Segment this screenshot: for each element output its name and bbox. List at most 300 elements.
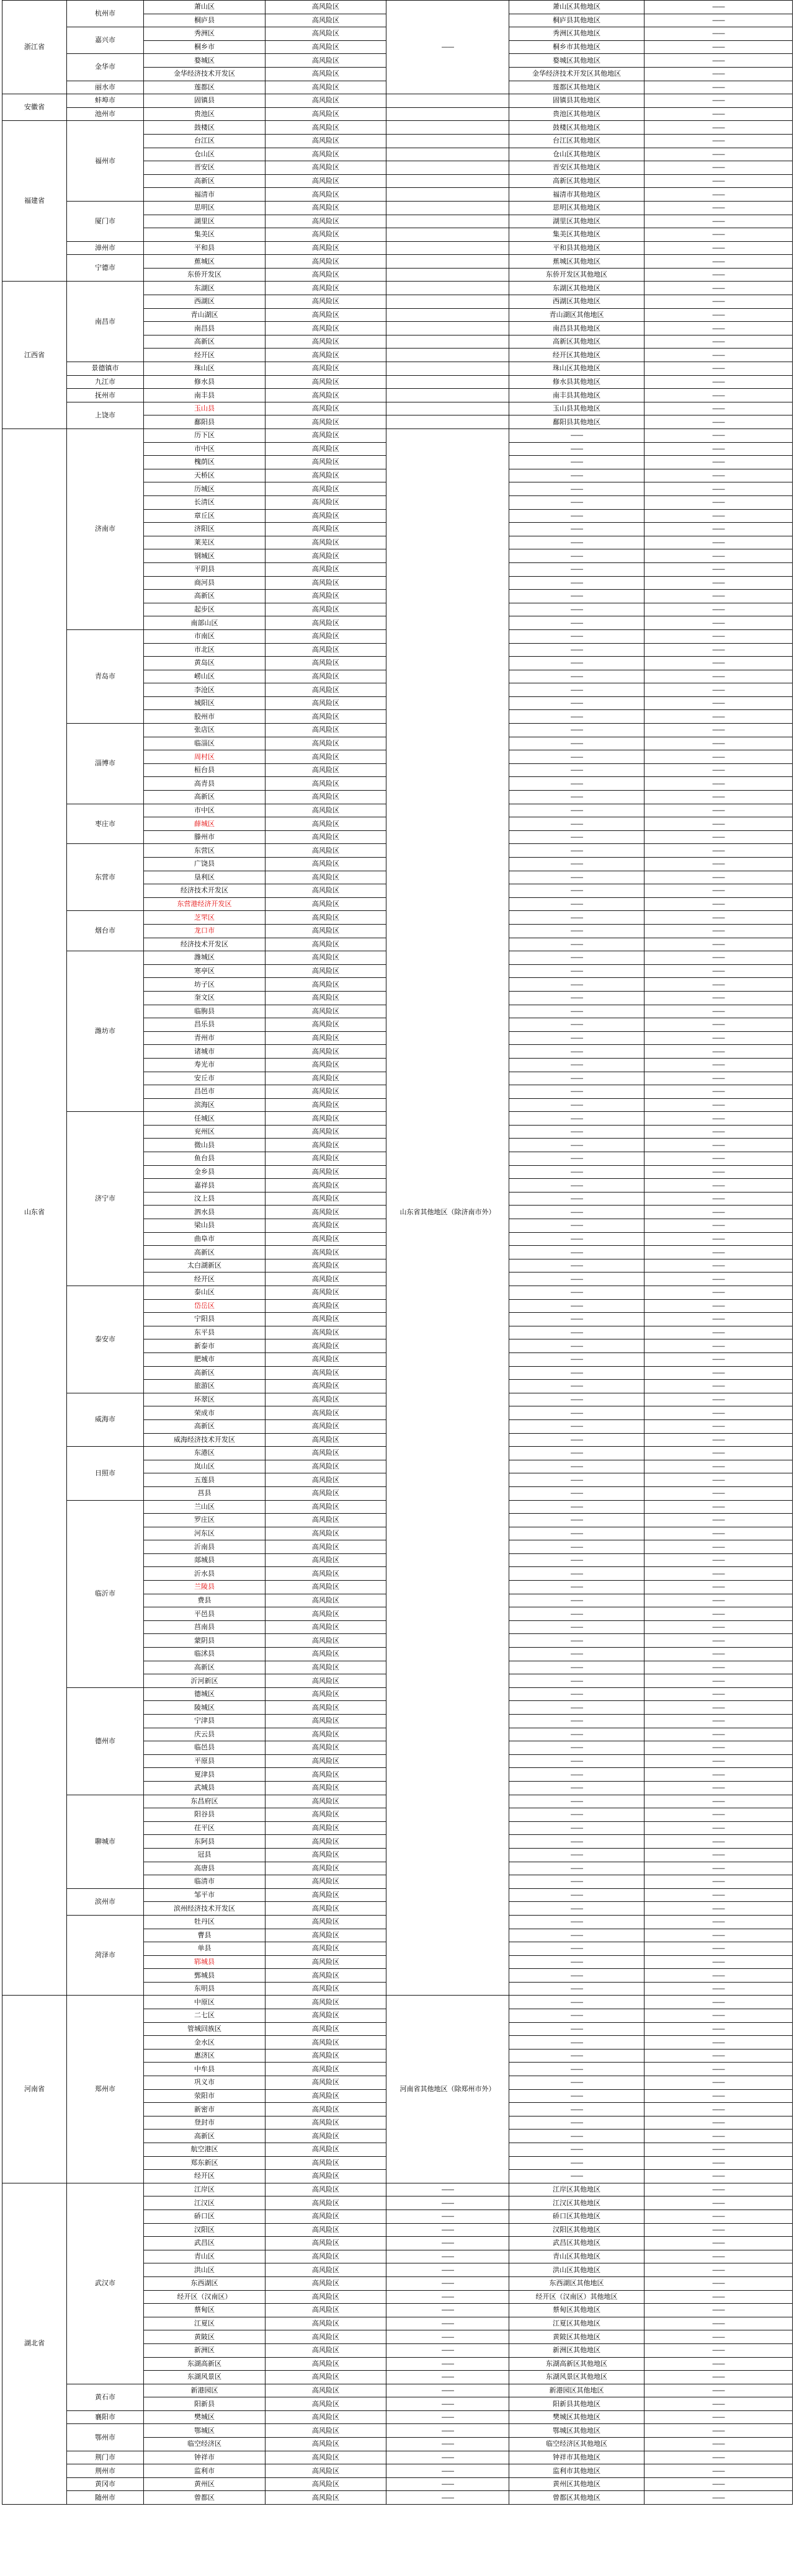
risk-level-cell: 高风险区 (265, 1514, 386, 1527)
district-other-cell: —— (509, 1540, 645, 1554)
district-other-cell: —— (509, 777, 645, 791)
district-other-cell: —— (509, 683, 645, 697)
district-cell: 桓台县 (144, 763, 265, 777)
note-cell: —— (645, 255, 793, 269)
note-cell: —— (645, 1674, 793, 1688)
district-other-cell: —— (509, 1206, 645, 1219)
risk-level-cell: 高风险区 (265, 2263, 386, 2277)
district-other-cell: —— (509, 442, 645, 456)
note-cell: —— (645, 1715, 793, 1728)
district-other-cell: —— (509, 1447, 645, 1460)
note-cell: —— (645, 1058, 793, 1072)
district-cell: 荥阳市 (144, 2089, 265, 2103)
district-other-cell: —— (509, 523, 645, 536)
district-other-cell: —— (509, 2170, 645, 2183)
district-cell: 梁山县 (144, 1219, 265, 1233)
risk-level-cell: 高风险区 (265, 2371, 386, 2384)
risk-level-cell: 高风险区 (265, 107, 386, 121)
risk-level-cell: 高风险区 (265, 174, 386, 188)
risk-level-cell: 高风险区 (265, 1969, 386, 1983)
district-other-cell: 经开区（汉南区）其他地区 (509, 2290, 645, 2304)
province-other-cell (386, 322, 509, 335)
note-cell: —— (645, 1594, 793, 1607)
note-cell: —— (645, 121, 793, 135)
risk-level-cell: 高风险区 (265, 1915, 386, 1929)
risk-level-cell: 高风险区 (265, 536, 386, 549)
district-cell: 桐乡市 (144, 40, 265, 54)
district-cell: 嘉祥县 (144, 1179, 265, 1193)
risk-level-cell: 高风险区 (265, 750, 386, 764)
district-cell: 庆云县 (144, 1728, 265, 1741)
note-cell: —— (645, 375, 793, 389)
note-cell: —— (645, 1473, 793, 1487)
risk-level-cell: 高风险区 (265, 456, 386, 469)
risk-level-cell: 高风险区 (265, 375, 386, 389)
note-cell: —— (645, 2223, 793, 2237)
risk-level-cell: 高风险区 (265, 1955, 386, 1969)
district-other-cell: —— (509, 2116, 645, 2130)
district-cell: 高新区 (144, 1246, 265, 1259)
risk-level-cell: 高风险区 (265, 1058, 386, 1072)
note-cell: —— (645, 148, 793, 161)
province-other-cell: —— (386, 2263, 509, 2277)
note-cell: —— (645, 188, 793, 202)
district-cell: 莲都区 (144, 81, 265, 94)
district-cell: 郯城县 (144, 1553, 265, 1567)
risk-level-cell: 高风险区 (265, 1862, 386, 1875)
risk-level-cell: 高风险区 (265, 2130, 386, 2143)
district-other-cell: —— (509, 710, 645, 724)
note-cell: —— (645, 174, 793, 188)
risk-level-cell: 高风险区 (265, 616, 386, 630)
risk-level-cell: 高风险区 (265, 67, 386, 81)
district-cell: 芝罘区 (144, 911, 265, 925)
district-cell: 思明区 (144, 201, 265, 215)
note-cell: —— (645, 683, 793, 697)
district-other-cell: —— (509, 1996, 645, 2009)
district-other-cell: —— (509, 1795, 645, 1808)
risk-level-cell: 高风险区 (265, 991, 386, 1005)
note-cell: —— (645, 871, 793, 884)
district-cell: 宁阳县 (144, 1313, 265, 1326)
district-other-cell: 平和县其他地区 (509, 241, 645, 255)
district-other-cell: —— (509, 737, 645, 750)
district-cell: 薛城区 (144, 817, 265, 831)
district-cell: 章丘区 (144, 509, 265, 523)
risk-level-cell: 高风险区 (265, 1848, 386, 1862)
city-cell: 丽水市 (67, 81, 144, 94)
district-cell: 武城县 (144, 1781, 265, 1795)
district-other-cell: —— (509, 1339, 645, 1353)
district-other-cell: —— (509, 1460, 645, 1473)
risk-level-cell: 高风险区 (265, 1888, 386, 1902)
district-other-cell: —— (509, 1179, 645, 1193)
district-other-cell: —— (509, 482, 645, 496)
risk-level-cell: 高风险区 (265, 2317, 386, 2330)
risk-level-cell: 高风险区 (265, 1795, 386, 1808)
district-other-cell: 桐庐县其他地区 (509, 14, 645, 27)
district-cell: 秀洲区 (144, 27, 265, 41)
note-cell: —— (645, 670, 793, 683)
risk-level-cell: 高风险区 (265, 228, 386, 242)
district-cell: 昌邑市 (144, 1085, 265, 1099)
district-cell: 临邑县 (144, 1741, 265, 1755)
note-cell: —— (645, 576, 793, 590)
province-other-cell: —— (386, 2397, 509, 2411)
note-cell: —— (645, 1085, 793, 1099)
district-cell: 岚山区 (144, 1460, 265, 1473)
note-cell: —— (645, 1165, 793, 1179)
district-cell: 东侨开发区 (144, 268, 265, 282)
district-cell: 巩义市 (144, 2076, 265, 2090)
table-row (2, 241, 793, 255)
district-cell: 江汉区 (144, 2196, 265, 2210)
district-cell: 新泰市 (144, 1339, 265, 1353)
note-cell: —— (645, 2036, 793, 2050)
table-row (2, 402, 793, 415)
district-other-cell: —— (509, 429, 645, 443)
risk-level-cell: 高风险区 (265, 1352, 386, 1366)
district-cell: 台江区 (144, 134, 265, 148)
district-cell: 兰山区 (144, 1500, 265, 1514)
province-other-cell (386, 228, 509, 242)
district-cell: 钟祥市 (144, 2451, 265, 2464)
district-cell: 兖州区 (144, 1125, 265, 1139)
district-other-cell: 鼓楼区其他地区 (509, 121, 645, 135)
risk-level-cell: 高风险区 (265, 1313, 386, 1326)
note-cell: —— (645, 2263, 793, 2277)
risk-level-cell: 高风险区 (265, 590, 386, 603)
note-cell: —— (645, 2076, 793, 2090)
district-cell: 高新区 (144, 590, 265, 603)
district-cell: 邹平市 (144, 1888, 265, 1902)
district-cell: 东营港经济开发区 (144, 897, 265, 911)
note-cell: —— (645, 1875, 793, 1889)
district-other-cell: —— (509, 938, 645, 951)
province-other-cell (386, 308, 509, 322)
table-row (2, 121, 793, 135)
district-other-cell: —— (509, 911, 645, 925)
district-other-cell: —— (509, 1473, 645, 1487)
risk-level-cell: 高风险区 (265, 791, 386, 804)
note-cell: —— (645, 1139, 793, 1152)
city-cell: 武汉市 (67, 2183, 144, 2384)
risk-level-cell: 高风险区 (265, 1139, 386, 1152)
note-cell: —— (645, 1098, 793, 1112)
district-cell: 槐荫区 (144, 456, 265, 469)
province-other-cell: —— (386, 2491, 509, 2505)
note-cell: —— (645, 1567, 793, 1581)
district-other-cell: 仓山区其他地区 (509, 148, 645, 161)
note-cell: —— (645, 67, 793, 81)
risk-level-cell: 高风险区 (265, 2049, 386, 2063)
risk-level-cell: 高风险区 (265, 349, 386, 362)
district-other-cell: 台江区其他地区 (509, 134, 645, 148)
risk-level-cell: 高风险区 (265, 1581, 386, 1594)
district-other-cell: —— (509, 1380, 645, 1393)
risk-level-cell: 高风险区 (265, 121, 386, 135)
province-other-cell (386, 349, 509, 362)
district-cell: 市中区 (144, 804, 265, 817)
note-cell: —— (645, 978, 793, 992)
district-cell: 鄄城县 (144, 1969, 265, 1983)
risk-level-cell: 高风险区 (265, 924, 386, 938)
note-cell: —— (645, 2371, 793, 2384)
note-cell: —— (645, 2237, 793, 2250)
district-cell: 沂河新区 (144, 1674, 265, 1688)
province-other-cell: —— (386, 2196, 509, 2210)
district-other-cell: —— (509, 1299, 645, 1313)
district-other-cell: —— (509, 817, 645, 831)
note-cell: —— (645, 2384, 793, 2397)
city-cell: 菏泽市 (67, 1915, 144, 1996)
city-cell: 漳州市 (67, 241, 144, 255)
note-cell: —— (645, 1781, 793, 1795)
district-cell: 东湖高新区 (144, 2357, 265, 2371)
district-cell: 蕉城区 (144, 255, 265, 269)
note-cell: —— (645, 308, 793, 322)
district-other-cell: —— (509, 1754, 645, 1768)
risk-level-cell: 高风险区 (265, 1098, 386, 1112)
table-row (2, 389, 793, 402)
risk-level-cell: 高风险区 (265, 911, 386, 925)
city-cell: 青岛市 (67, 629, 144, 723)
district-other-cell: 高新区其他地区 (509, 335, 645, 349)
note-cell: —— (645, 1741, 793, 1755)
risk-level-cell: 高风险区 (265, 1246, 386, 1259)
note-cell: —— (645, 1942, 793, 1956)
note-cell: —— (645, 1768, 793, 1782)
risk-level-cell: 高风险区 (265, 1661, 386, 1674)
province-other-cell: —— (386, 2384, 509, 2397)
province-other-cell: —— (386, 2464, 509, 2478)
note-cell: —— (645, 523, 793, 536)
note-cell: —— (645, 469, 793, 482)
district-cell: 安丘市 (144, 1072, 265, 1085)
province-other-cell (386, 148, 509, 161)
district-cell: 市中区 (144, 442, 265, 456)
district-cell: 阳新县 (144, 2397, 265, 2411)
district-cell: 惠济区 (144, 2049, 265, 2063)
district-cell: 东昌府区 (144, 1795, 265, 1808)
province-other-cell: —— (386, 2223, 509, 2237)
district-other-cell: —— (509, 1741, 645, 1755)
note-cell: —— (645, 27, 793, 41)
note-cell: —— (645, 590, 793, 603)
district-other-cell: —— (509, 1955, 645, 1969)
district-other-cell: 洪山区其他地区 (509, 2263, 645, 2277)
district-other-cell: 钟祥市其他地区 (509, 2451, 645, 2464)
district-cell: 鄱阳县 (144, 415, 265, 429)
note-cell: —— (645, 509, 793, 523)
risk-level-cell: 高风险区 (265, 1540, 386, 1554)
district-other-cell: —— (509, 1567, 645, 1581)
district-cell: 鼓楼区 (144, 121, 265, 135)
district-cell: 东平县 (144, 1326, 265, 1339)
risk-level-cell: 高风险区 (265, 2116, 386, 2130)
district-cell: 茌平区 (144, 1821, 265, 1835)
district-other-cell: 汉阳区其他地区 (509, 2223, 645, 2237)
city-cell: 襄阳市 (67, 2410, 144, 2424)
district-other-cell: —— (509, 1715, 645, 1728)
risk-level-cell: 高风险区 (265, 871, 386, 884)
risk-level-cell: 高风险区 (265, 1406, 386, 1420)
district-other-cell: —— (509, 884, 645, 898)
note-cell: —— (645, 2491, 793, 2505)
district-other-cell: —— (509, 1500, 645, 1514)
risk-level-cell: 高风险区 (265, 1045, 386, 1059)
note-cell: —— (645, 1246, 793, 1259)
note-cell: —— (645, 2063, 793, 2076)
risk-level-cell: 高风险区 (265, 2103, 386, 2116)
note-cell: —— (645, 1406, 793, 1420)
province-other-cell: —— (386, 2276, 509, 2290)
district-cell: 高新区 (144, 335, 265, 349)
district-cell: 莱芜区 (144, 536, 265, 549)
province-other-cell (386, 94, 509, 108)
risk-level-cell: 高风险区 (265, 2076, 386, 2090)
district-cell: 市南区 (144, 629, 265, 643)
note-cell: —— (645, 2477, 793, 2491)
note-cell: —— (645, 2103, 793, 2116)
district-other-cell: —— (509, 2063, 645, 2076)
province-other-cell (386, 188, 509, 202)
note-cell: —— (645, 1607, 793, 1621)
province-cell: 福建省 (2, 121, 67, 282)
district-cell: 高新区 (144, 1661, 265, 1674)
city-cell: 郑州市 (67, 1996, 144, 2183)
note-cell: —— (645, 777, 793, 791)
city-cell: 南昌市 (67, 282, 144, 362)
risk-level-cell: 高风险区 (265, 1687, 386, 1701)
district-other-cell: 黄陂区其他地区 (509, 2330, 645, 2344)
district-other-cell: —— (509, 1419, 645, 1433)
district-other-cell: —— (509, 750, 645, 764)
district-other-cell: 樊城区其他地区 (509, 2410, 645, 2424)
district-other-cell: 江汉区其他地区 (509, 2196, 645, 2210)
table-row (2, 282, 793, 295)
district-cell: 新密市 (144, 2103, 265, 2116)
table-row (2, 1996, 793, 2009)
risk-level-cell: 高风险区 (265, 629, 386, 643)
table-row (2, 2410, 793, 2424)
district-other-cell: —— (509, 1272, 645, 1286)
province-other-cell (386, 161, 509, 175)
district-cell: 奎文区 (144, 991, 265, 1005)
note-cell: —— (645, 724, 793, 737)
district-other-cell: 高新区其他地区 (509, 174, 645, 188)
note-cell: —— (645, 549, 793, 563)
district-other-cell: —— (509, 1687, 645, 1701)
district-other-cell: —— (509, 536, 645, 549)
district-cell: 管城回族区 (144, 2022, 265, 2036)
risk-level-cell: 高风险区 (265, 1447, 386, 1460)
risk-level-cell: 高风险区 (265, 2410, 386, 2424)
city-cell: 淄博市 (67, 724, 144, 804)
note-cell: —— (645, 1581, 793, 1594)
table-row (2, 2183, 793, 2196)
risk-level-cell: 高风险区 (265, 2491, 386, 2505)
district-cell: 钢城区 (144, 549, 265, 563)
risk-level-cell: 高风险区 (265, 2183, 386, 2196)
note-cell: —— (645, 1326, 793, 1339)
risk-level-cell: 高风险区 (265, 2343, 386, 2357)
district-cell: 登封市 (144, 2116, 265, 2130)
province-other-cell: —— (386, 2343, 509, 2357)
district-other-cell: 集美区其他地区 (509, 228, 645, 242)
district-other-cell: —— (509, 1888, 645, 1902)
district-other-cell: —— (509, 2009, 645, 2023)
district-other-cell: —— (509, 897, 645, 911)
district-other-cell: —— (509, 1072, 645, 1085)
risk-level-cell: 高风险区 (265, 1808, 386, 1822)
district-cell: 经开区 (144, 349, 265, 362)
risk-level-cell: 高风险区 (265, 389, 386, 402)
note-cell: —— (645, 241, 793, 255)
risk-level-cell: 高风险区 (265, 2464, 386, 2478)
note-cell: —— (645, 81, 793, 94)
risk-level-cell: 高风险区 (265, 938, 386, 951)
risk-area-table (2, 0, 793, 2505)
city-cell: 枣庄市 (67, 804, 144, 844)
district-cell: 福清市 (144, 188, 265, 202)
district-other-cell: —— (509, 1648, 645, 1661)
risk-level-cell: 高风险区 (265, 2237, 386, 2250)
district-cell: 昌乐县 (144, 1018, 265, 1032)
note-cell: —— (645, 134, 793, 148)
district-other-cell: 阳新县其他地区 (509, 2397, 645, 2411)
district-other-cell: —— (509, 724, 645, 737)
district-other-cell: —— (509, 1098, 645, 1112)
district-other-cell: —— (509, 670, 645, 683)
note-cell: —— (645, 804, 793, 817)
city-cell: 鄂州市 (67, 2424, 144, 2451)
district-other-cell: —— (509, 576, 645, 590)
note-cell: —— (645, 1393, 793, 1406)
district-other-cell: —— (509, 1915, 645, 1929)
district-cell: 玉山县 (144, 402, 265, 415)
district-cell: 平原县 (144, 1754, 265, 1768)
note-cell: —— (645, 763, 793, 777)
risk-level-cell: 高风险区 (265, 1473, 386, 1487)
note-cell: —— (645, 2438, 793, 2451)
district-cell: 岱岳区 (144, 1299, 265, 1313)
district-cell: 周村区 (144, 750, 265, 764)
risk-level-cell: 高风险区 (265, 1232, 386, 1246)
risk-level-cell: 高风险区 (265, 2397, 386, 2411)
district-cell: 崂山区 (144, 670, 265, 683)
city-cell: 威海市 (67, 1393, 144, 1446)
note-cell: —— (645, 201, 793, 215)
district-other-cell: —— (509, 629, 645, 643)
district-cell: 长清区 (144, 495, 265, 509)
risk-level-cell: 高风险区 (265, 2210, 386, 2223)
district-other-cell: 西湖区其他地区 (509, 295, 645, 309)
district-other-cell: —— (509, 1112, 645, 1126)
province-other-cell: —— (386, 2250, 509, 2263)
district-other-cell: 江夏区其他地区 (509, 2317, 645, 2330)
risk-level-cell: 高风险区 (265, 549, 386, 563)
district-other-cell: —— (509, 1286, 645, 1300)
city-cell: 蚌埠市 (67, 94, 144, 108)
district-cell: 冠县 (144, 1848, 265, 1862)
district-cell: 东港区 (144, 1447, 265, 1460)
province-other-cell (386, 255, 509, 269)
note-cell: —— (645, 1982, 793, 1996)
district-cell: 青山区 (144, 2250, 265, 2263)
risk-level-cell: 高风险区 (265, 657, 386, 670)
city-cell: 济南市 (67, 429, 144, 630)
